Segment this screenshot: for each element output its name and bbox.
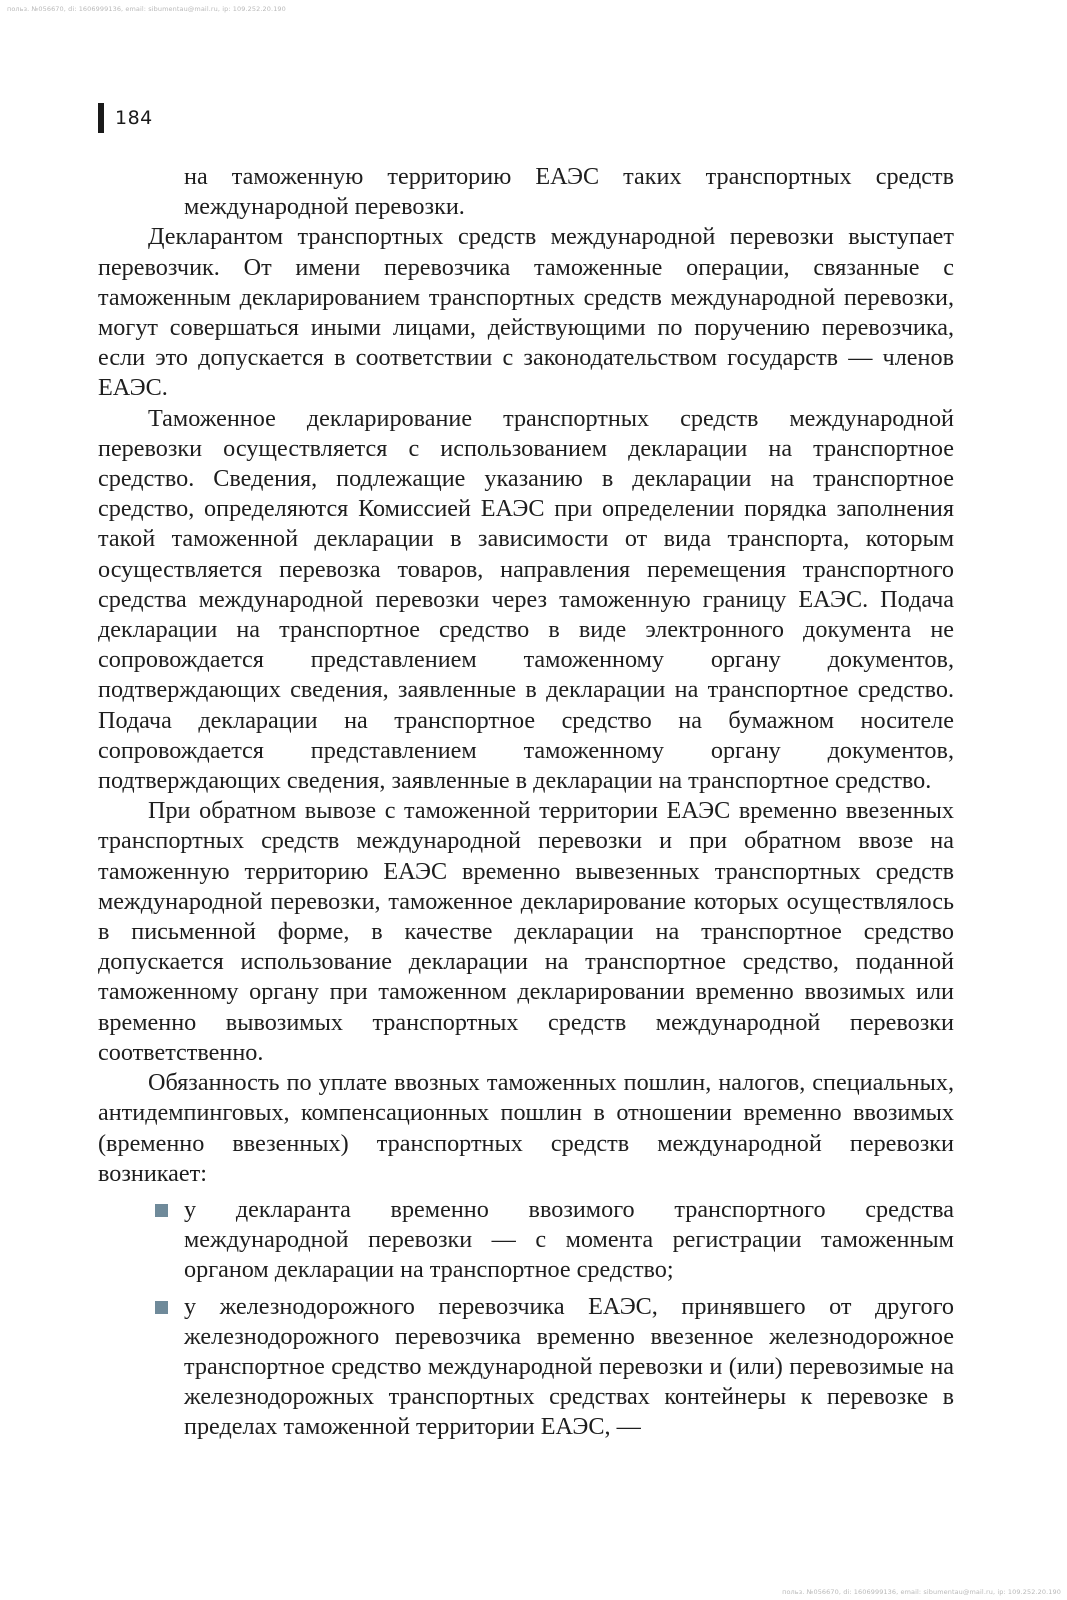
page-body	[98, 162, 954, 1443]
list-item-text: у декларанта временно ввозимого транспортного средства международной перевозки — с момента регистрации таможенным органом декларации на транспортное средство;	[184, 1195, 954, 1284]
paragraph-reexport: При обратном вывозе с таможенной территории ЕАЭС временно ввезенных транспортных средств международной перевозки и при обратном ввозе на таможенную территорию ЕАЭС временно вывезенных транспортных средств международной перевозки, таможенное декларирование которых осуществлялось в письменной форме, в качестве декларации на транспортное средство допускается использование декларации на транспортное средство, поданной таможенному органу при таможенном декларировании временно ввозимых или временно вывозимых транспортных средств международной перевозки соответственно.	[98, 797, 954, 1066]
bullet-list	[98, 1195, 954, 1443]
page-number-bar	[98, 103, 104, 133]
paragraph-declarant: Декларантом транспортных средств международной перевозки выступает перевозчик. От имени перевозчика таможенные операции, связанные с таможенным декларированием транспортных средств международной перевозки, могут совершаться иными лицами, действующими по поручению перевозчика, если это допускается в соответствии с законодательством государств — членов ЕАЭС.	[98, 223, 954, 402]
watermark-top: польз. №056670, di: 1606999136, email: sibumentau@mail.ru, ip: 109.252.20.190	[7, 5, 286, 13]
square-bullet-icon	[155, 1204, 168, 1217]
page-header	[98, 103, 153, 133]
continued-paragraph: на таможенную территорию ЕАЭС таких транспортных средств международной перевозки.	[184, 163, 954, 221]
list-item-text: у железнодорожного перевозчика ЕАЭС, принявшего от другого железнодорожного перевозчика временно ввезенное железнодорожное транспортное средство международной перевозки и (или) перевозимые на железнодорожных транспортных средствах контейнеры к перевозке в пределах таможенной территории ЕАЭС, —	[184, 1292, 954, 1441]
list-item	[98, 1292, 954, 1443]
paragraph-customs-declaration: Таможенное декларирование транспортных средств международной перевозки осуществляется с использованием декларации на транспортное средство. Сведения, подлежащие указанию в декларации на транспортное средство, определяются Комиссией ЕАЭС при определении порядка заполнения такой таможенной декларации в зависимости от вида транспорта, которым осуществляется перевозка товаров, направления перемещения транспортного средства международной перевозки через таможенную границу ЕАЭС. Подача декларации на транспортное средство в виде электронного документа не сопровождается представлением таможенному органу документов, подтверждающих сведения, заявленные в декларации на транспортное средство. Подача декларации на транспортное средство на бумажном носителе сопровождается представлением таможенному органу документов, подтверждающих сведения, заявленные в декларации на транспортное средство.	[98, 404, 954, 795]
square-bullet-icon	[155, 1301, 168, 1314]
watermark-bottom: польз. №056670, di: 1606999136, email: sibumentau@mail.ru, ip: 109.252.20.190	[782, 1588, 1061, 1596]
paragraph-duty-obligation: Обязанность по уплате ввозных таможенных пошлин, налогов, специальных, антидемпинговых, компенсационных пошлин в отношении временно ввозимых (временно ввезенных) транспортных средств международной перевозки возникает:	[98, 1069, 954, 1187]
list-item	[98, 1195, 954, 1286]
page-number: 184	[115, 107, 153, 129]
